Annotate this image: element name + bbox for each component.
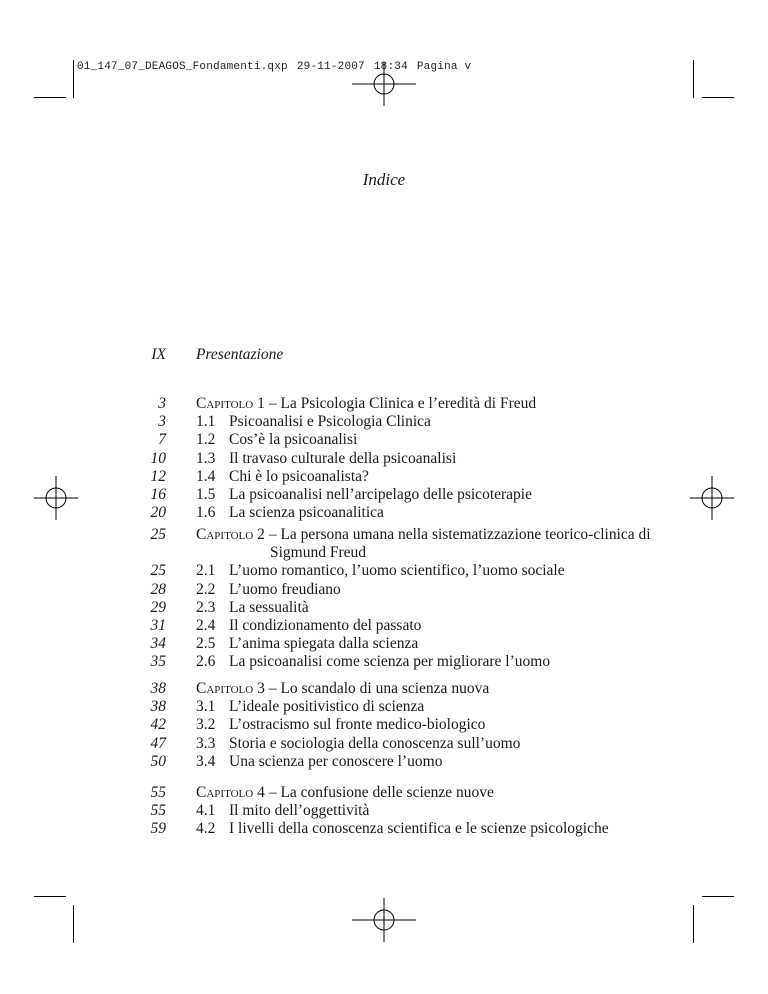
toc-page-number: 29: [150, 598, 166, 616]
toc-section-entry: [0, 820, 768, 838]
toc-front-label: Presentazione: [196, 346, 284, 363]
toc-page-number: 3: [158, 395, 166, 412]
toc-section-title: L’anima spiegata dalla scienza: [229, 635, 419, 653]
toc-section-entry: [0, 486, 768, 504]
toc-page-number: 20: [150, 504, 166, 522]
toc-section-entry: [0, 431, 768, 449]
crop-mark-bottom-right-horizontal: [702, 896, 734, 897]
toc-page-number: 55: [150, 802, 166, 820]
toc-section-number: 3.3: [196, 734, 216, 752]
toc-page-number: 10: [150, 449, 166, 467]
toc-section-entry: [0, 617, 768, 635]
toc-section-entry: [0, 413, 768, 431]
print-slug: [77, 61, 480, 73]
toc-section-entry: [0, 468, 768, 486]
slug-filename: 01_147_07_DEAGOS_Fondamenti.qxp: [77, 61, 288, 73]
crop-mark-bottom-left-vertical: [73, 905, 74, 943]
toc-section-entry: [0, 735, 768, 753]
toc-section-title: L’ostracismo sul fronte medico-biologico: [229, 716, 486, 734]
toc-chapter-title: – La persona umana nella sistematizzazione teorico-clinica di: [268, 526, 651, 543]
crop-mark-bottom-left-horizontal: [34, 896, 66, 897]
crop-mark-top-right-vertical: [693, 60, 694, 98]
toc-section-title: La scienza psicoanalitica: [229, 504, 384, 522]
toc-section-entry: [0, 599, 768, 617]
toc-chapter-title: – Lo scandalo di una scienza nuova: [268, 680, 490, 697]
toc-section-number: 3.2: [196, 716, 216, 734]
toc-chapter-label: Capitolo 3: [196, 680, 265, 697]
page-title: Indice: [362, 170, 406, 189]
slug-date: 29-11-2007: [296, 61, 365, 73]
toc-section-number: 3.4: [196, 752, 216, 770]
toc-section-number: 2.4: [196, 617, 216, 634]
toc-page-number: 12: [150, 467, 166, 485]
toc-section-number: 4.2: [196, 820, 216, 838]
toc-page-number: 50: [150, 752, 166, 770]
toc-chapter-heading: [0, 526, 768, 544]
toc-entry-front: [0, 346, 768, 364]
toc-section-number: 2.2: [196, 580, 216, 598]
toc-section-entry: [0, 653, 768, 671]
toc-section-number: 1.6: [196, 504, 216, 522]
toc-chapter-label: Capitolo 1: [196, 395, 265, 412]
toc-section-title: I livelli della conoscenza scientifica e le scienze psicologiche: [229, 820, 609, 838]
toc-chapter-heading: [0, 395, 768, 413]
toc-section-title: La psicoanalisi nell’arcipelago delle psicoterapie: [229, 486, 532, 503]
toc-chapter-label: Capitolo 4: [196, 784, 265, 801]
toc-chapter-title: – La confusione delle scienze nuove: [268, 784, 494, 801]
toc-section-entry: [0, 450, 768, 468]
slug-time: 18:34: [373, 61, 408, 73]
toc-section-title: Chi è lo psicoanalista?: [229, 467, 369, 485]
toc-section-number: 3.1: [196, 698, 216, 716]
crop-mark-top-left-vertical: [73, 60, 74, 98]
toc-section-number: 2.6: [196, 653, 216, 671]
slug-page-label: Pagina v: [416, 61, 472, 73]
toc-section-title: L’uomo romantico, l’uomo scientifico, l’uomo sociale: [229, 562, 565, 580]
toc-section-entry: [0, 698, 768, 716]
toc-page-number: 16: [150, 486, 166, 503]
toc-section-entry: [0, 581, 768, 599]
toc-chapter-title-continuation: [0, 544, 768, 562]
registration-mark-bottom-icon: [352, 898, 416, 942]
toc-page-number: 47: [150, 734, 166, 752]
toc-section-entry: [0, 562, 768, 580]
toc-section-number: 1.2: [196, 431, 216, 449]
toc-section-title: Cos’è la psicoanalisi: [229, 431, 358, 449]
toc-section-number: 1.4: [196, 467, 216, 485]
toc-section-number: 2.1: [196, 562, 216, 580]
toc-section-entry: [0, 802, 768, 820]
toc-chapter-heading: [0, 784, 768, 802]
toc-page-number: 59: [150, 820, 166, 838]
toc-page-number: 35: [150, 653, 166, 671]
toc-section-title: Il travaso culturale della psicoanalisi: [229, 449, 457, 467]
toc-page-number: 42: [150, 716, 166, 734]
toc-section-title: L’uomo freudiano: [229, 580, 341, 598]
toc-page-number: 55: [150, 784, 166, 801]
toc-section-number: 4.1: [196, 802, 216, 820]
toc-section-number: 2.5: [196, 635, 216, 653]
toc-section-title: L’ideale positivistico di scienza: [229, 698, 425, 716]
toc-page-number: 31: [150, 617, 166, 634]
toc-page-number: 25: [150, 526, 166, 543]
toc-section-entry: [0, 504, 768, 522]
registration-mark-top-icon: [352, 62, 416, 106]
toc-section-title: Il mito dell’oggettività: [229, 802, 370, 820]
toc-page-number: 7: [158, 431, 166, 449]
toc-page-number: 3: [158, 413, 166, 431]
toc-section-title: Storia e sociologia della conoscenza sull’uomo: [229, 734, 521, 752]
toc-chapter-title: – La Psicologia Clinica e l’eredità di Freud: [268, 395, 537, 412]
toc-section-title: La psicoanalisi come scienza per migliorare l’uomo: [229, 653, 551, 671]
toc-section-title: Psicoanalisi e Psicologia Clinica: [229, 413, 431, 431]
toc-page-number: 25: [150, 562, 166, 580]
toc-section-number: 1.1: [196, 413, 216, 431]
toc-page-number: 38: [150, 680, 166, 697]
toc-section-title: La sessualità: [229, 598, 309, 616]
toc-section-title: Il condizionamento del passato: [229, 617, 422, 634]
toc-page-number: IX: [151, 346, 166, 363]
toc-page-number: 38: [150, 698, 166, 716]
toc-section-entry: [0, 753, 768, 771]
crop-mark-bottom-right-vertical: [693, 905, 694, 943]
toc-section-entry: [0, 635, 768, 653]
toc-section-number: 1.3: [196, 449, 216, 467]
toc-section-number: 2.3: [196, 598, 216, 616]
toc-chapter-heading: [0, 680, 768, 698]
toc-section-title: Una scienza per conoscere l’uomo: [229, 752, 443, 770]
crop-mark-top-right-horizontal: [702, 97, 734, 98]
toc-page-number: 34: [150, 635, 166, 653]
toc-section-entry: [0, 716, 768, 734]
crop-mark-top-left-horizontal: [34, 97, 66, 98]
toc-page-number: 28: [150, 580, 166, 598]
toc-chapter-title-cont: Sigmund Freud: [270, 544, 367, 562]
toc-section-number: 1.5: [196, 486, 216, 503]
toc-chapter-label: Capitolo 2: [196, 526, 265, 543]
